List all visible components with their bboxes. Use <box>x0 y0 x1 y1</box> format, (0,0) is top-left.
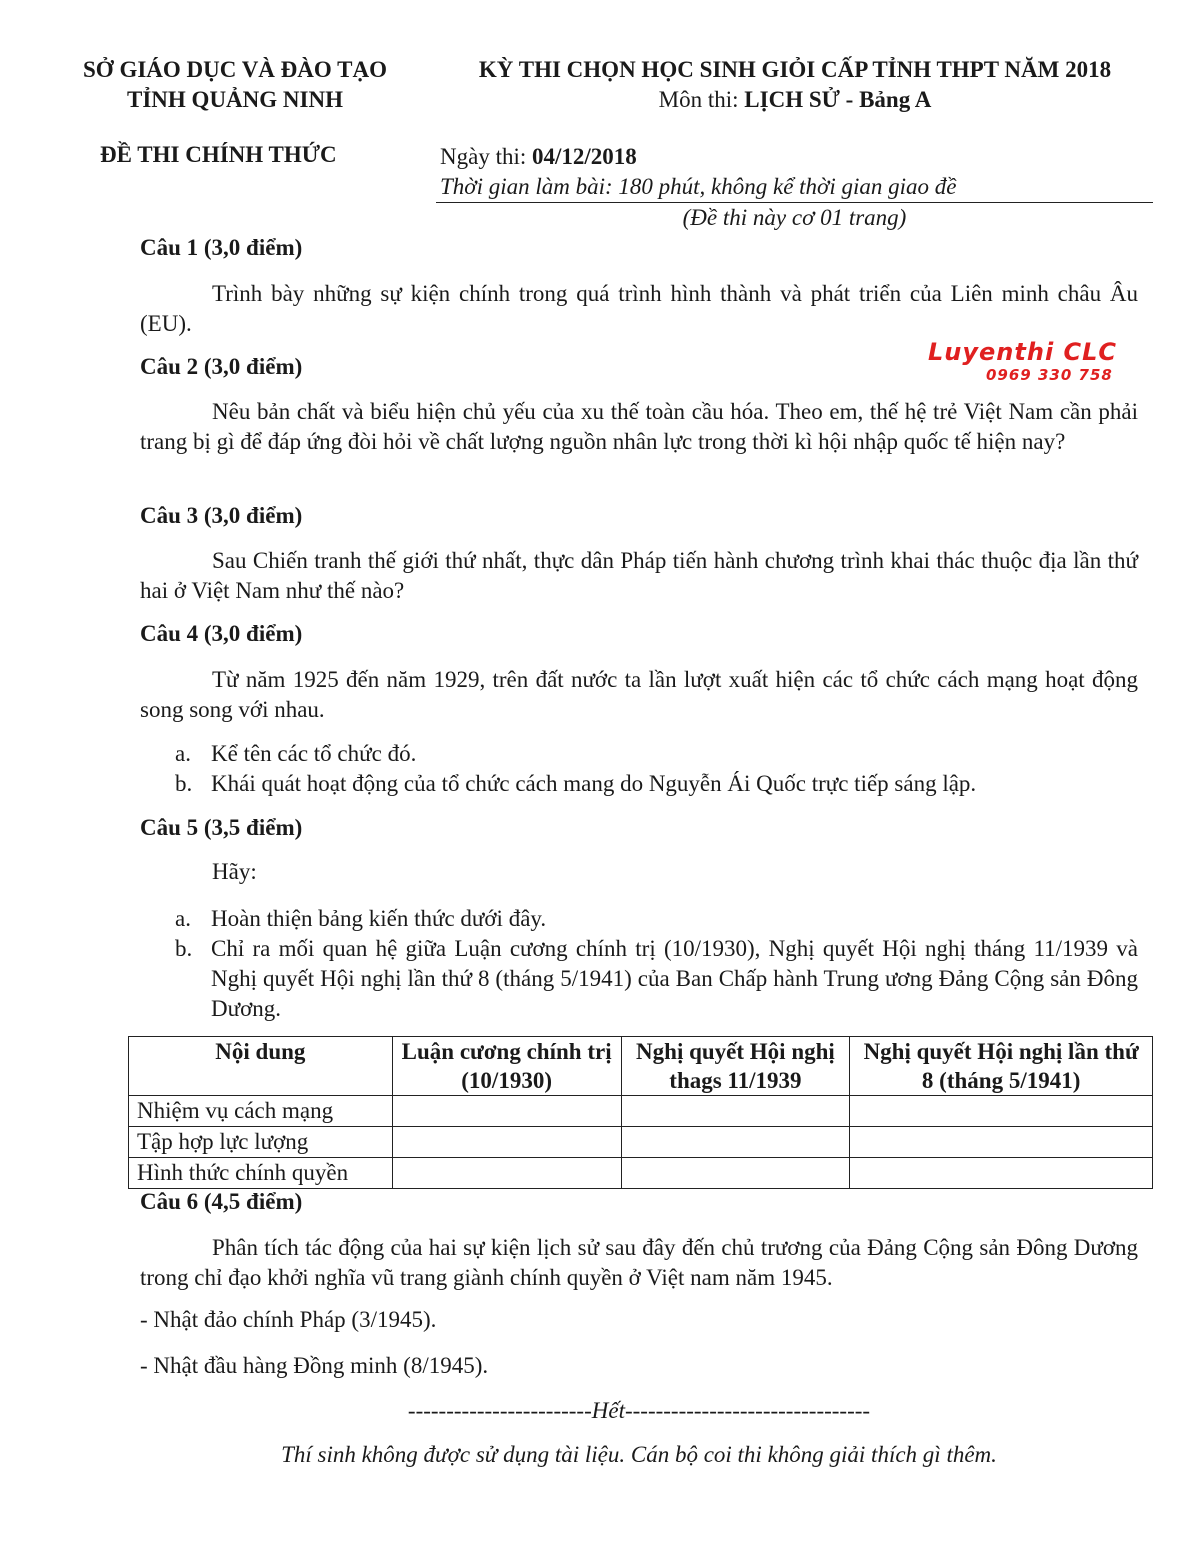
official-label: ĐỀ THI CHÍNH THỨC <box>100 142 337 167</box>
end-dashes-right: -------------------------------- <box>624 1398 871 1423</box>
table-cell <box>621 1158 850 1189</box>
item-text: Hoàn thiện bảng kiến thức dưới đây. <box>211 906 547 931</box>
question-4-title: Câu 4 (3,0 điểm) <box>140 621 303 646</box>
exam-header <box>430 55 1160 115</box>
table-cell <box>392 1096 621 1127</box>
footer-note: Thí sinh không được sử dụng tài liệu. Cán bộ coi thi không giải thích gì thêm. <box>281 1442 997 1467</box>
question-5-intro: Hãy: <box>212 859 257 884</box>
table-header-cell: Nghị quyết Hội nghị lần thứ 8 (tháng 5/1941) <box>850 1037 1153 1096</box>
department-line-2: TỈNH QUẢNG NINH <box>127 87 343 112</box>
table-header-cell: Nội dung <box>129 1037 393 1096</box>
question-5-item-a <box>175 904 1138 934</box>
item-label: a. <box>175 741 191 766</box>
end-word: Hết <box>591 1398 625 1423</box>
table-cell <box>392 1127 621 1158</box>
table-cell <box>621 1127 850 1158</box>
question-4-text: Từ năm 1925 đến năm 1929, trên đất nước ta lần lượt xuất hiện các tổ chức cách mạng hoạt động song song với nhau. <box>140 667 1138 722</box>
subject-name: LỊCH SỬ - Bảng A <box>744 87 932 112</box>
table-row-label: Tập hợp lực lượng <box>129 1127 393 1158</box>
question-1-text: Trình bày những sự kiện chính trong quá trình hình thành và phát triển của Liên minh châu Âu (EU). <box>140 281 1138 336</box>
item-label: a. <box>175 906 191 931</box>
question-6-item-2: - Nhật đầu hàng Đồng minh (8/1945). <box>140 1353 489 1378</box>
end-marker <box>140 1398 1138 1424</box>
question-5-title: Câu 5 (3,5 điểm) <box>140 815 303 840</box>
end-dashes-left: ------------------------ <box>407 1398 592 1423</box>
table-cell <box>392 1158 621 1189</box>
page-count-note: (Đề thi này cơ 01 trang) <box>682 205 907 230</box>
date-prefix: Ngày thi: <box>440 144 532 169</box>
subject-prefix: Môn thi: <box>658 87 745 112</box>
table-row <box>129 1158 1153 1189</box>
question-5-item-b-label: b. <box>175 936 193 961</box>
exam-duration: Thời gian làm bài: 180 phút, không kể thời gian giao đề <box>440 174 957 199</box>
exam-date-line <box>440 142 956 172</box>
table-cell <box>621 1096 850 1127</box>
question-4-item-b <box>175 769 1138 799</box>
table-cell <box>850 1158 1153 1189</box>
table-header-row <box>129 1037 1153 1096</box>
table-row-label: Nhiệm vụ cách mạng <box>129 1096 393 1127</box>
exam-date: 04/12/2018 <box>532 144 637 169</box>
question-6-text: Phân tích tác động của hai sự kiện lịch sử sau đây đến chủ trương của Đảng Cộng sản Đông Dương trong chỉ đạo khởi nghĩa vũ trang giành chính quyền ở Việt nam năm 1945. <box>140 1235 1138 1290</box>
question-6-title: Câu 6 (4,5 điểm) <box>140 1189 303 1214</box>
watermark-phone: 0969 330 758 <box>986 366 1113 384</box>
table-cell <box>850 1127 1153 1158</box>
table-row-label: Hình thức chính quyền <box>129 1158 393 1189</box>
question-3-title: Câu 3 (3,0 điểm) <box>140 503 303 528</box>
question-2-title: Câu 2 (3,0 điểm) <box>140 354 303 379</box>
question-4-item-a <box>175 739 1138 769</box>
subject-line <box>430 85 1160 115</box>
exam-date-block <box>440 142 956 202</box>
table-row <box>129 1127 1153 1158</box>
table-header-cell: Luận cương chính trị (10/1930) <box>392 1037 621 1096</box>
item-label: b. <box>175 771 193 796</box>
table-header-cell: Nghị quyết Hội nghị thags 11/1939 <box>621 1037 850 1096</box>
table-row <box>129 1096 1153 1127</box>
watermark-logo <box>928 338 1117 384</box>
question-2-text: Nêu bản chất và biểu hiện chủ yếu của xu thế toàn cầu hóa. Theo em, thế hệ trẻ Việt Nam cần phải trang bị gì để đáp ứng đòi hỏi về chất lượng nguồn nhân lực trong thời kì hội nhập quốc tế hiện nay? <box>140 399 1138 454</box>
watermark-name: Luyenthi CLC <box>928 338 1118 366</box>
table-cell <box>850 1096 1153 1127</box>
question-5-item-b: Chỉ ra mối quan hệ giữa Luận cương chính trị (10/1930), Nghị quyết Hội nghị tháng 11/1939 và Nghị quyết Hội nghị lần thứ 8 (tháng 5/1941) của Ban Chấp hành Trung ương Đảng Cộng sản Đông Dương. <box>211 936 1138 1021</box>
department-line-1: SỞ GIÁO DỤC VÀ ĐÀO TẠO <box>83 57 387 82</box>
question-3-text: Sau Chiến tranh thế giới thứ nhất, thực dân Pháp tiến hành chương trình khai thác thuộc địa lần thứ hai ở Việt Nam như thế nào? <box>140 548 1138 603</box>
item-text: Kể tên các tổ chức đó. <box>211 741 417 766</box>
item-text: Khái quát hoạt động của tổ chức cách mang do Nguyễn Ái Quốc trực tiếp sáng lập. <box>211 771 977 796</box>
department-header <box>55 55 415 115</box>
exam-title: KỲ THI CHỌN HỌC SINH GIỎI CẤP TỈNH THPT NĂM 2018 <box>478 57 1112 82</box>
question-1-title: Câu 1 (3,0 điểm) <box>140 235 303 260</box>
knowledge-table <box>128 1036 1153 1189</box>
header-rule <box>436 202 1153 203</box>
question-6-item-1: - Nhật đảo chính Pháp (3/1945). <box>140 1307 437 1332</box>
